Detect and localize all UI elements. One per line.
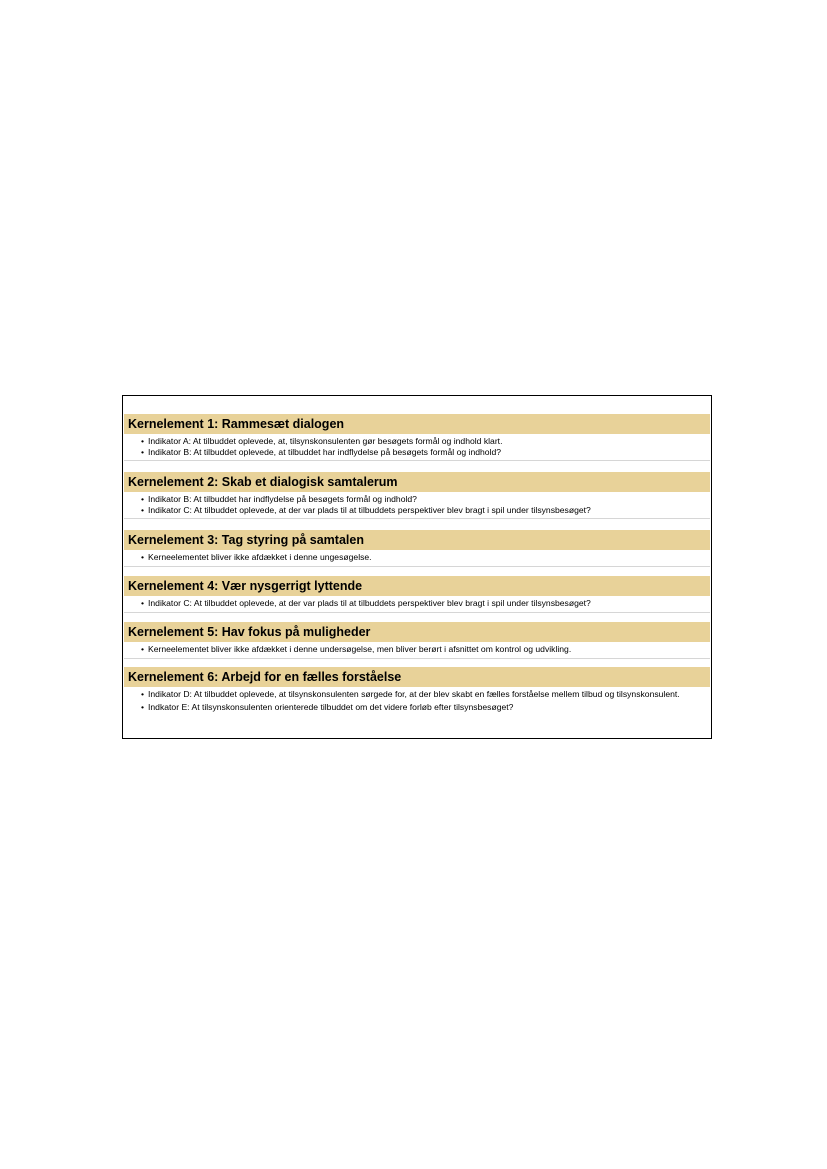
list-item: • Indikator A: At tilbuddet oplevede, at, tilsynskonsulenten gør besøgets formål og indhold klart. bbox=[142, 436, 702, 447]
list-item: • Indikator C: At tilbuddet oplevede, at der var plads til at tilbuddets perspektiver blev bragt i spil under tilsynsbesøget? bbox=[142, 598, 702, 609]
kernelement-2-heading: Kernelement 2: Skab et dialogisk samtalerum bbox=[124, 472, 710, 492]
kernelement-3-heading: Kernelement 3: Tag styring på samtalen bbox=[124, 530, 710, 550]
kernelement-5-heading: Kernelement 5: Hav fokus på muligheder bbox=[124, 622, 710, 642]
kernelement-4-body bbox=[124, 596, 710, 613]
kernelement-3-body bbox=[124, 550, 710, 567]
kernelement-5-list bbox=[124, 642, 710, 658]
kernelement-2-list bbox=[124, 492, 710, 518]
kernelement-figure bbox=[122, 395, 712, 739]
list-item: • Indikator C: At tilbuddet oplevede, at der var plads til at tilbuddets perspektiver blev bragt i spil under tilsynsbesøget? bbox=[142, 505, 702, 516]
list-item: • Indikator D: At tilbuddet oplevede, at tilsynskonsulenten sørgede for, at der blev skabt en fælles forståelse mellem tilbud og tilsynskonsulent. bbox=[142, 689, 702, 700]
kernelement-6-section bbox=[124, 667, 710, 715]
kernelement-5-body bbox=[124, 642, 710, 659]
kernelement-1-heading: Kernelement 1: Rammesæt dialogen bbox=[124, 414, 710, 434]
kernelement-6-heading: Kernelement 6: Arbejd for en fælles forståelse bbox=[124, 667, 710, 687]
list-item: • Indikator B: At tilbuddet har indflydelse på besøgets formål og indhold? bbox=[142, 494, 702, 505]
kernelement-2-body bbox=[124, 492, 710, 519]
kernelement-5-section bbox=[124, 622, 710, 659]
kernelement-1-section bbox=[124, 414, 710, 461]
kernelement-2-section bbox=[124, 472, 710, 519]
kernelement-1-list bbox=[124, 434, 710, 460]
kernelement-6-list bbox=[124, 687, 710, 715]
kernelement-4-list bbox=[124, 596, 710, 612]
kernelement-3-section bbox=[124, 530, 710, 567]
kernelement-3-list bbox=[124, 550, 710, 566]
kernelement-4-section bbox=[124, 576, 710, 613]
list-item: • Kerneelementet bliver ikke afdækket i denne ungesøgelse. bbox=[142, 552, 702, 563]
list-item: • Indkator E: At tilsynskonsulenten orienterede tilbuddet om det videre forløb efter tilsynsbesøget? bbox=[142, 702, 702, 713]
list-item: • Kerneelementet bliver ikke afdækket i denne undersøgelse, men bliver berørt i afsnittet om kontrol og udvikling. bbox=[142, 644, 702, 655]
kernelement-4-heading: Kernelement 4: Vær nysgerrigt lyttende bbox=[124, 576, 710, 596]
list-item: • Indikator B: At tilbuddet oplevede, at tilbuddet har indflydelse på besøgets formål og indhold? bbox=[142, 447, 702, 458]
kernelement-1-body bbox=[124, 434, 710, 461]
kernelement-6-body bbox=[124, 687, 710, 715]
